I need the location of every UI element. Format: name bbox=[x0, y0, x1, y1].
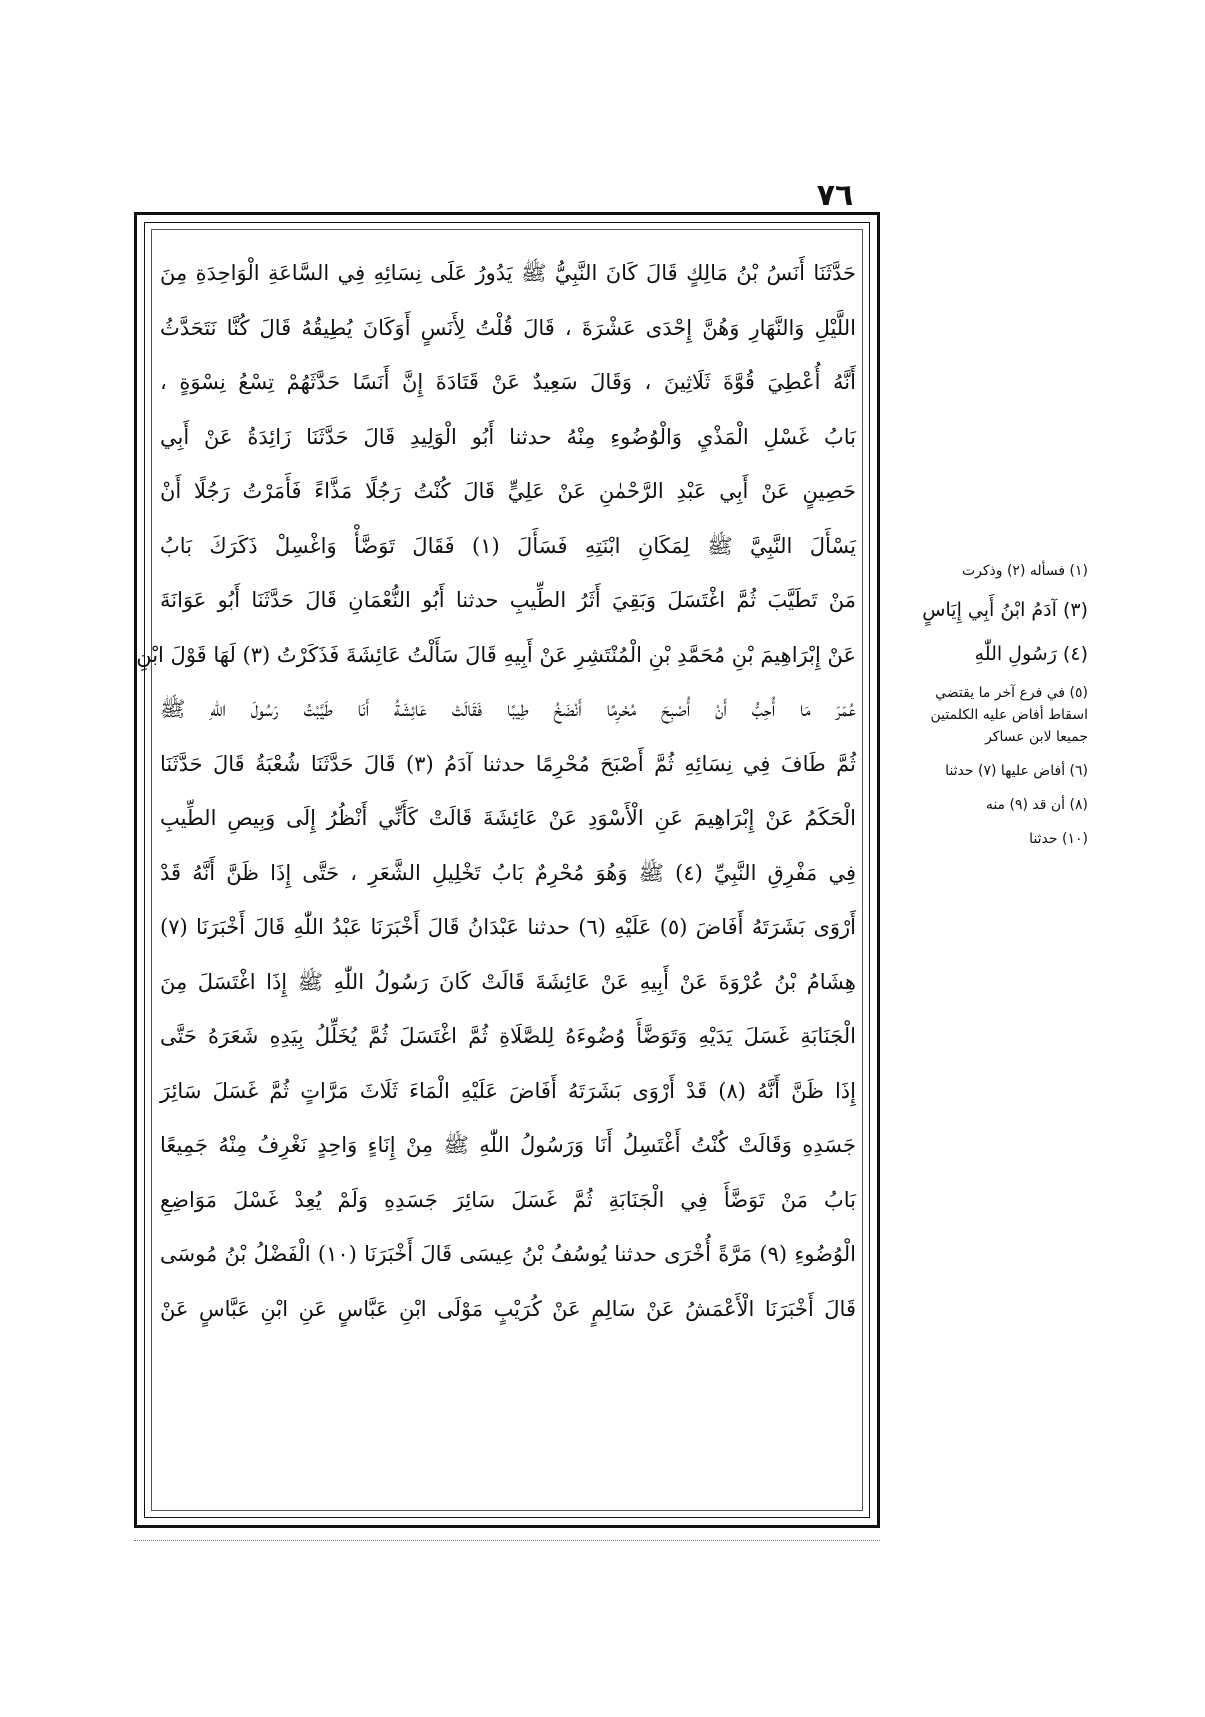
text-line-8: عَنْ إِبْرَاهِيمَ بْنِ مُحَمَّدِ بْنِ الْمُنْتَشِرِ عَنْ أَبِيهِ قَالَ سَأَلْتُ عَائِشَةَ فَذَكَرْتُ (٣) لَهَا قَوْلَ ابْنِ bbox=[136, 642, 856, 667]
text-line-12: فِي مَفْرِقِ النَّبِيِّ (٤) ﷺ وَهُوَ مُحْرِمٌ بَابُ تَخْلِيلِ الشَّعَرِ ، حَتَّى إِذَا ظَنَّ أَنَّهُ قَدْ bbox=[160, 860, 856, 885]
text-line-7: مَنْ تَطَيَّبَ ثُمَّ اغْتَسَلَ وَبَقِيَ أَثَرُ الطِّيبِ حدثنا أَبُو النُّعْمَانِ قَالَ حَدَّثَنَا أَبُو عَوَانَةَ bbox=[160, 588, 856, 612]
text-line-14: هِشَامُ بْنُ عُرْوَةَ عَنْ أَبِيهِ عَنْ عَائِشَةَ قَالَتْ كَانَ رَسُولُ اللّٰهِ ﷺ إِذَا اغْتَسَلَ مِنَ bbox=[160, 969, 856, 994]
text-line-17: جَسَدِهِ وَقَالَتْ كُنْتُ أَغْتَسِلُ أَنَا وَرَسُولُ اللّٰهِ ﷺ مِنْ إِنَاءٍ وَاحِدٍ نَغْرِفُ مِنْهُ جَمِيعًا bbox=[160, 1133, 856, 1157]
text-line-1: حَدَّثَنَا أَنَسُ بْنُ مَالِكٍ قَالَ كَانَ النَّبِيُّ ﷺ يَدُورُ عَلَى نِسَائِهِ فِي السَّاعَةِ الْوَاحِدَةِ مِنَ bbox=[160, 261, 856, 285]
page-number: ٧٦ bbox=[816, 178, 854, 213]
text-line-4: بَابُ غَسْلِ الْمَذْيِ وَالْوُضُوءِ مِنْهُ حدثنا أَبُو الْوَلِيدِ قَالَ حَدَّثَنَا زَائِدَةُ عَنْ أَبِي bbox=[160, 424, 856, 449]
text-line-13: أَرْوَى بَشَرَتَهُ أَفَاضَ (٥) عَلَيْهِ (٦) حدثنا عَبْدَانُ قَالَ أَخْبَرَنَا عَبْدُ اللّٰهِ قَالَ أَخْبَرَنَا (٧) bbox=[160, 915, 856, 939]
margin-note-1: (١) فسأله (٢) وذكرت bbox=[961, 563, 1088, 579]
text-line-11: الْحَكَمُ عَنْ إِبْرَاهِيمَ عَنِ الْأَسْوَدِ عَنْ عَائِشَةَ قَالَتْ كَأَنِّي أَنْظُرُ إِلَى وَبِيصِ الطِّيبِ bbox=[160, 806, 856, 830]
text-line-6: يَسْأَلَ النَّبِيَّ ﷺ لِمَكَانِ ابْنَتِهِ فَسَأَلَ (١) فَقَالَ تَوَضَّأْ وَاغْسِلْ ذَكَرَكَ بَابُ bbox=[160, 533, 856, 558]
text-line-20: قَالَ أَخْبَرَنَا الْأَعْمَشُ عَنْ سَالِمٍ عَنْ كُرَيْبٍ مَوْلَى ابْنِ عَبَّاسٍ عَنِ ابْنِ عَبَّاسٍ عَنْ bbox=[160, 1296, 856, 1321]
margin-note-2: (٣) آدَمُ ابْنُ أَبِي إِيَاسٍ bbox=[922, 599, 1088, 621]
text-line-19: الْوُضُوءِ (٩) مَرَّةً أُخْرَى حدثنا يُوسُفُ بْنُ عِيسَى قَالَ أَخْبَرَنَا (١٠) الْفَضْلُ بْنُ مُوسَى bbox=[160, 1242, 856, 1266]
margin-note-5: اسقاط أفاض عليه الكلمتين bbox=[930, 707, 1088, 723]
margin-note-8: (٨) أن قد (٩) منه bbox=[985, 797, 1088, 813]
margin-note-6: جميعا لابن عساكر bbox=[985, 729, 1088, 745]
text-line-2: اللَّيْلِ وَالنَّهَارِ وَهُنَّ إِحْدَى عَشْرَةَ ، قَالَ قُلْتُ لِأَنَسٍ أَوَكَانَ يُطِيقُهُ قَالَ كُنَّا نَتَحَدَّثُ bbox=[160, 315, 856, 340]
main-text bbox=[136, 246, 856, 1336]
margin-notes bbox=[888, 560, 1088, 850]
margin-note-9: (١٠) حدثنا bbox=[1029, 831, 1088, 847]
text-line-18: بَابُ مَنْ تَوَضَّأَ فِي الْجَنَابَةِ ثُمَّ غَسَلَ سَائِرَ جَسَدِهِ وَلَمْ يُعِدْ غَسْلَ مَوَاضِعِ bbox=[160, 1187, 856, 1212]
text-line-15: الْجَنَابَةِ غَسَلَ يَدَيْهِ وَتَوَضَّأَ وُضُوءَهُ لِلصَّلَاةِ ثُمَّ اغْتَسَلَ ثُمَّ يُخَلِّلُ بِيَدِهِ شَعَرَهُ حَتَّى bbox=[160, 1024, 856, 1048]
text-line-16: إِذَا ظَنَّ أَنَّهُ (٨) قَدْ أَرْوَى بَشَرَتَهُ أَفَاضَ عَلَيْهِ الْمَاءَ ثَلَاثَ مَرَّاتٍ ثُمَّ غَسَلَ سَائِرَ bbox=[160, 1078, 856, 1103]
bottom-rule bbox=[134, 1540, 880, 1541]
text-line-3: أَنَّهُ أُعْطِيَ قُوَّةَ ثَلَاثِينَ ، وَقَالَ سَعِيدٌ عَنْ قَتَادَةَ إِنَّ أَنَسًا حَدَّثَهُمْ تِسْعُ نِسْوَةٍ ، bbox=[160, 370, 856, 394]
margin-note-3: (٤) رَسُولِ اللّٰهِ bbox=[974, 643, 1088, 665]
text-line-9: عُمَرَ مَا أُحِبُّ أَنْ أُصْبِحَ مُحْرِمًا أَنْضَخُ طِيبًا فَقَالَتْ عَائِشَةُ أَنَا طَيَّبْتُ رَسُولَ اللّٰهِ ﷺ bbox=[160, 697, 856, 721]
text-line-10: ثُمَّ طَافَ فِي نِسَائِهِ ثُمَّ أَصْبَحَ مُحْرِمًا حدثنا آدَمُ (٣) قَالَ حَدَّثَنَا شُعْبَةُ قَالَ حَدَّثَنَا bbox=[160, 751, 856, 776]
margin-note-4: (٥) في فرع آخر ما يقتضي bbox=[935, 685, 1088, 701]
text-line-5: حَصِينٍ عَنْ أَبِي عَبْدِ الرَّحْمٰنِ عَنْ عَلِيٍّ قَالَ كُنْتُ رَجُلًا مَذَّاءً فَأَمَرْتُ رَجُلًا أَنْ bbox=[160, 479, 856, 503]
margin-note-7: (٦) أفاض عليها (٧) حدثنا bbox=[945, 763, 1088, 779]
